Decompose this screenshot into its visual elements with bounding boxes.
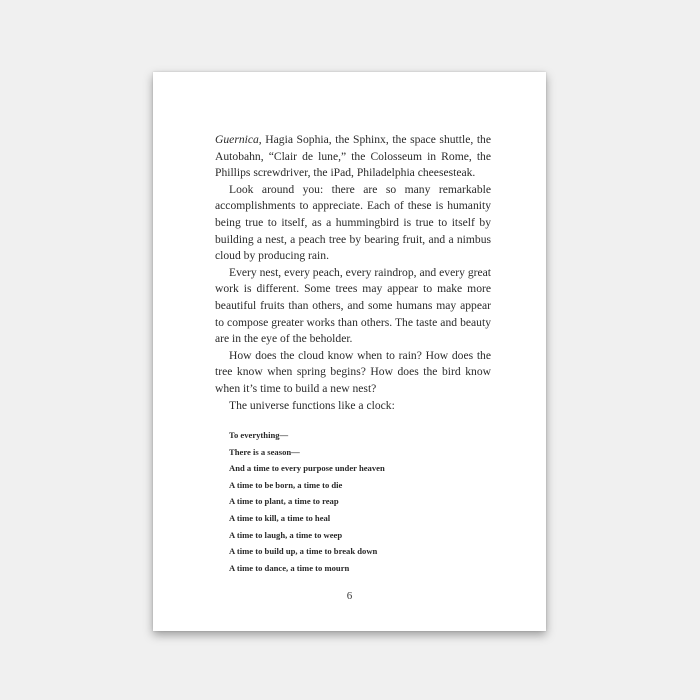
verse-line: A time to laugh, a time to weep bbox=[229, 529, 343, 540]
paragraph-1 bbox=[215, 132, 491, 182]
body-text bbox=[215, 132, 491, 414]
verse-line: There is a season— bbox=[229, 446, 300, 457]
verse-line: A time to be born, a time to die bbox=[229, 479, 343, 490]
italic-title: Guernica bbox=[215, 133, 259, 146]
verse-line: A time to plant, a time to reap bbox=[229, 496, 339, 507]
paragraph-2: Look around you: there are so many remarkable accomplishments to appreciate. Each of these is humanity being true to itself, as a hummingbird is true to itself by building a nest, a peach tree by bearing fruit, and a nimbus cloud by producing rain. bbox=[215, 182, 491, 263]
page-number: 6 bbox=[346, 590, 353, 602]
verse-line: A time to kill, a time to heal bbox=[229, 512, 331, 523]
paragraph-4: How does the cloud know when to rain? How does the tree know when spring begins? How does the bird know when it’s time to build a new nest? bbox=[215, 348, 491, 395]
paragraph-3: Every nest, every peach, every raindrop, and every great work is different. Some trees may appear to make more beautiful fruits than others, and some humans may appear to compose greater works than others. The taste and beauty are in the eye of the beholder. bbox=[215, 265, 491, 346]
verse-line: A time to dance, a time to mourn bbox=[229, 562, 350, 573]
verse-line: A time to build up, a time to break down bbox=[229, 546, 378, 557]
verse-line: And a time to every purpose under heaven bbox=[229, 463, 385, 474]
paragraph-1-text: , Hagia Sophia, the Sphinx, the space shuttle, the Autobahn, “Clair de lune,” the Colosseum in Rome, the Phillips screwdriver, the iPad, Philadelphia cheesesteak. bbox=[215, 133, 491, 180]
verse-line: To everything— bbox=[229, 430, 289, 440]
verse-block bbox=[229, 427, 489, 576]
book-page bbox=[153, 72, 546, 631]
paragraph-5: The universe functions like a clock: bbox=[229, 398, 395, 412]
